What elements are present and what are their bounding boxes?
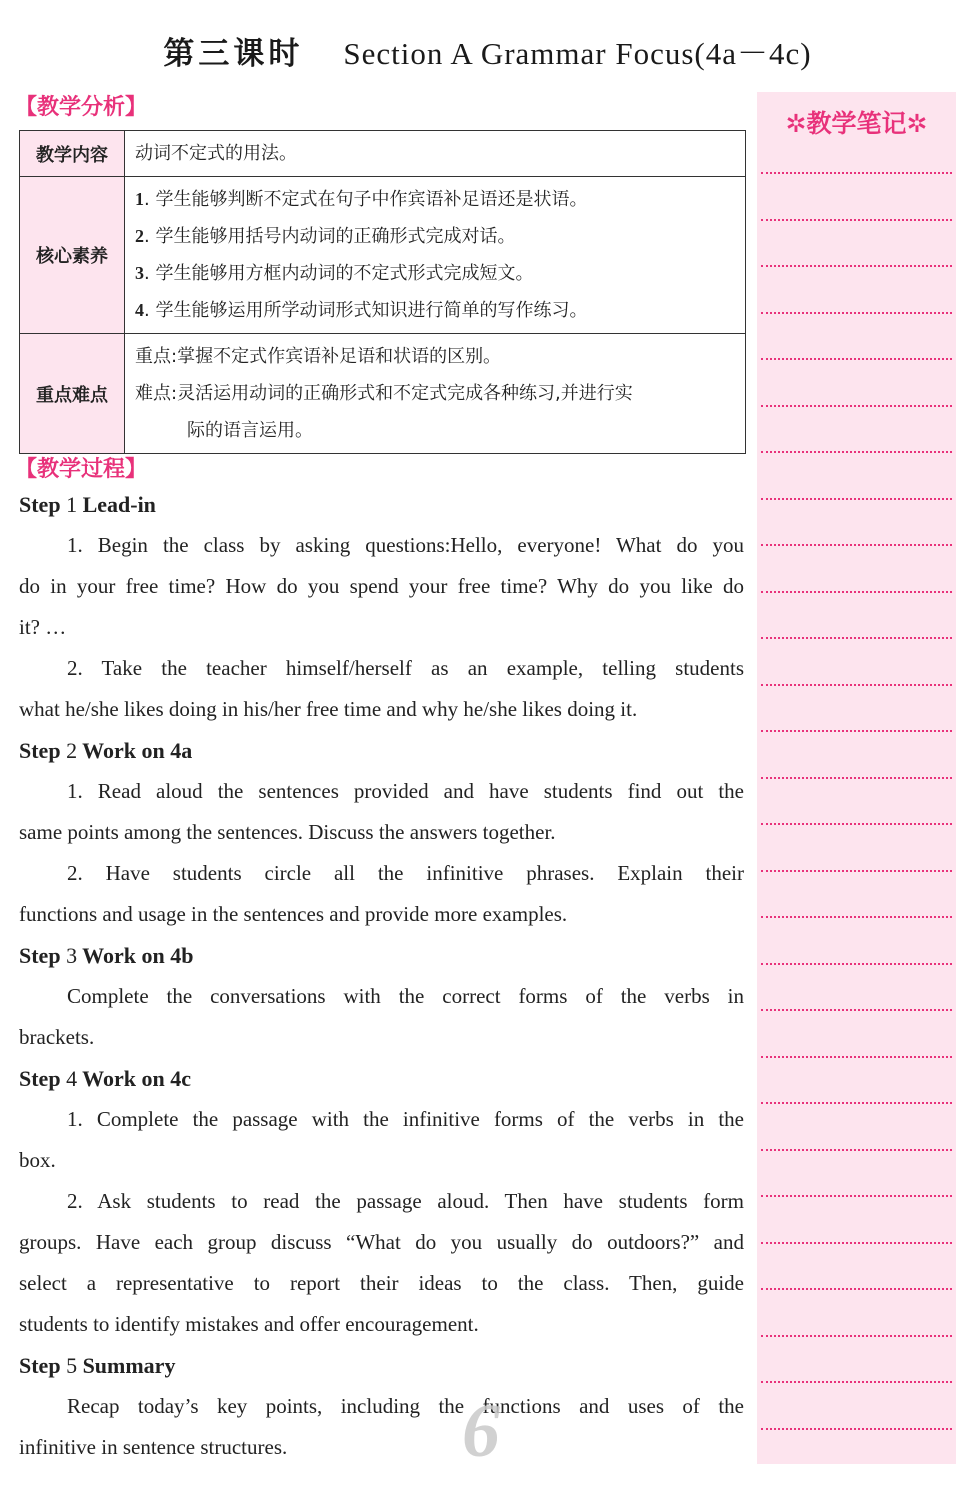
step-heading: Step 4 Work on 4c [19,1066,191,1091]
content-line: 重点:掌握不定式作宾语补足语和状语的区别。 [135,346,502,367]
note-rule-line [761,219,952,221]
note-rule-line [761,1195,952,1197]
competency-item: 4. 学生能够运用所学动词形式知识进行简单的写作练习。 [135,300,588,321]
note-rule-line [761,1242,952,1244]
row-content [125,131,746,177]
row-content [125,177,746,334]
table-row [20,131,746,177]
note-rule-line [761,498,952,500]
row-label: 重点难点 [20,334,125,454]
page-number: 6 [462,1389,500,1473]
paragraph-line: functions and usage in the sentences and provide more examples. [19,902,568,926]
page-title [0,28,975,73]
paragraph-line: groups. Have each group discuss “What do you usually do outdoors?” and [19,1230,744,1254]
note-rule-line [761,823,952,825]
paragraph-line: 1. Begin the class by asking questions:Hello, everyone! What do you [67,533,744,557]
note-rule-line [761,684,952,686]
paragraph-line: 1. Complete the passage with the infinitive forms of the verbs in the [67,1107,744,1131]
note-rule-line [761,405,952,407]
note-rule-line [761,1102,952,1104]
note-rule-line [761,1149,952,1151]
note-rule-line [761,591,952,593]
note-rule-line [761,1428,952,1430]
note-rule-line [761,963,952,965]
content-line: 际的语言运用。 [187,420,313,441]
analysis-heading: 【教学分析】 [15,95,148,120]
step-heading: Step 1 Lead-in [19,492,156,517]
note-rule-line [761,870,952,872]
table-row [20,334,746,454]
paragraph-line: do in your free time? How do you spend your free time? Why do you like do [19,574,744,598]
paragraph-line: brackets. [19,1025,95,1049]
section-title: Section A Grammar Focus(4a－4c) [343,36,812,71]
note-rule-line [761,1009,952,1011]
content-line: 动词不定式的用法。 [135,143,297,164]
step-heading: Step 2 Work on 4a [19,738,193,763]
note-rule-line [761,777,952,779]
note-rule-line [761,312,952,314]
paragraph-line: select a representative to report their ideas to the class. Then, guide [19,1271,744,1295]
process-heading: 【教学过程】 [15,457,148,482]
row-label: 教学内容 [20,131,125,177]
paragraph-line: Complete the conversations with the correct forms of the verbs in [67,984,744,1008]
competency-item: 1. 学生能够判断不定式在句子中作宾语补足语还是状语。 [135,189,588,210]
note-rule-line [761,1381,952,1383]
step-heading: Step 3 Work on 4b [19,943,194,968]
note-rule-line [761,916,952,918]
row-label: 核心素养 [20,177,125,334]
step-heading: Step 5 Summary [19,1353,176,1378]
content-line: 难点:灵活运用动词的正确形式和不定式完成各种练习,并进行实 [135,383,633,404]
process-body [19,484,744,1468]
paragraph-line: it? … [19,615,67,639]
note-rule-line [761,544,952,546]
paragraph-line: 2. Ask students to read the passage aloud. Then have students form [67,1189,744,1213]
paragraph-line: what he/she likes doing in his/her free time and why he/she likes doing it. [19,697,638,721]
note-rule-line [761,637,952,639]
note-rule-line [761,172,952,174]
paragraph-line: same points among the sentences. Discuss the answers together. [19,820,556,844]
paragraph-line: infinitive in sentence structures. [19,1435,288,1459]
notes-title: ✲教学笔记✲ [785,109,928,138]
note-rule-line [761,1335,952,1337]
notes-panel [757,92,956,1464]
table-row [20,177,746,334]
paragraph-line: Recap today’s key points, including the functions and uses of the [67,1394,744,1418]
note-rule-line [761,730,952,732]
note-rule-line [761,451,952,453]
analysis-table [19,130,746,454]
paragraph-line: box. [19,1148,56,1172]
note-rule-line [761,1056,952,1058]
paragraph-line: 2. Take the teacher himself/herself as an example, telling students [67,656,744,680]
paragraph-line: 1. Read aloud the sentences provided and have students find out the [67,779,744,803]
row-content [125,334,746,454]
competency-item: 3. 学生能够用方框内动词的不定式形式完成短文。 [135,263,534,284]
competency-item: 2. 学生能够用括号内动词的正确形式完成对话。 [135,226,516,247]
note-rule-line [761,358,952,360]
note-rule-line [761,265,952,267]
note-rule-line [761,1288,952,1290]
paragraph-line: students to identify mistakes and offer encouragement. [19,1312,479,1336]
paragraph-line: 2. Have students circle all the infinitive phrases. Explain their [67,861,744,885]
lesson-number: 第三课时 [163,36,304,72]
